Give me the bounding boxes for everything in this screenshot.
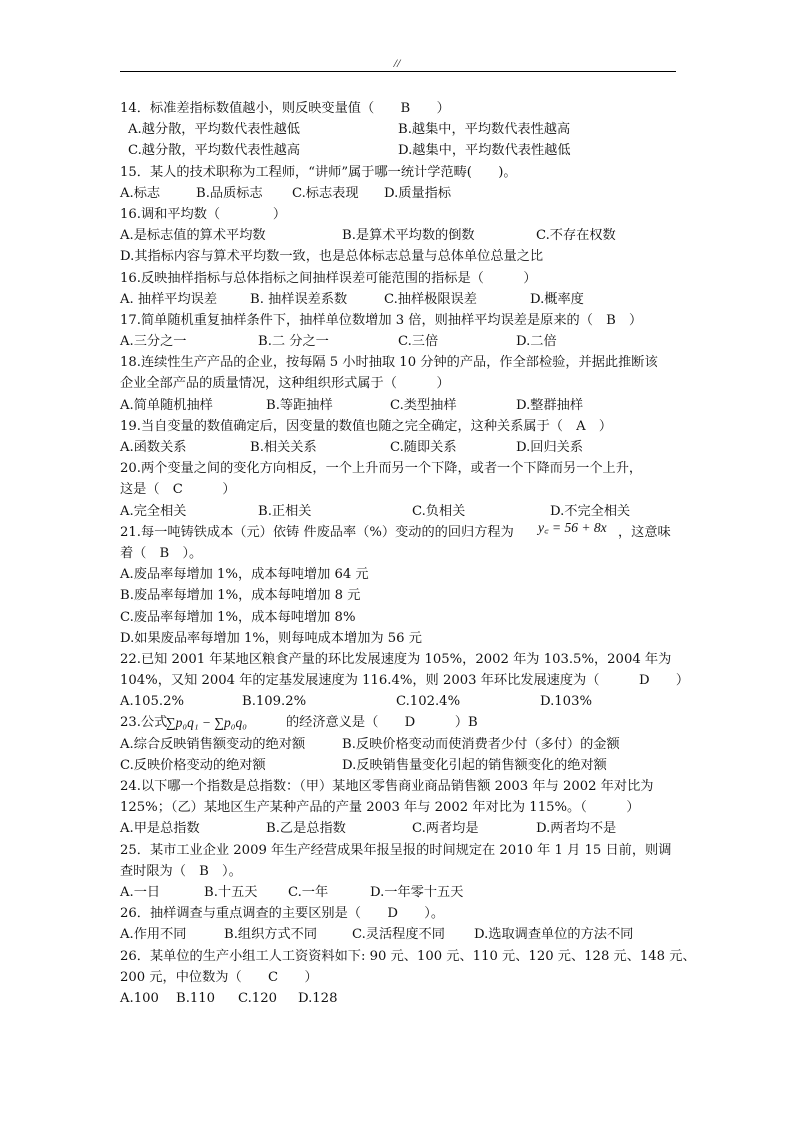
question-stem: 21.每一吨铸铁成本（元）依铸 件废品率（%）变动的的回归方程为 y꜀ = 56 + 8x ，这意味 (120, 522, 680, 543)
option-row (120, 225, 680, 246)
option: B.废品率每增加 1%，成本每吨增加 8 元 (120, 588, 361, 604)
option: A.废品率每增加 1%，成本每吨增加 64 元 (120, 567, 369, 583)
question-stem: 104%，又知 2004 年的定基发展速度为 116.4%，则 2003 年环比发展速度为（ D ） (120, 673, 690, 689)
option: A.完全相关 (120, 503, 187, 519)
option: D.128 (298, 990, 338, 1006)
option: D.反映销售量变化引起的销售额变化的绝对额 (342, 757, 607, 773)
question-stem: 企业全部产品的质量情况，这种组织形式属于（ ） (120, 376, 450, 392)
option: B.越集中，平均数代表性越高 (398, 122, 571, 138)
option-row (120, 924, 680, 945)
question-stem: 16.反映抽样指标与总体指标之间抽样误差可能范围的指标是（ ） (120, 270, 537, 286)
option-row (120, 119, 680, 140)
option: C.三倍 (398, 334, 439, 350)
option: D.越集中，平均数代表性越低 (398, 143, 571, 159)
option: D.一年零十五天 (370, 884, 464, 900)
option: A.标志 (120, 185, 161, 201)
question-stem: 14．标准差指标数值越小，则反映变量值（ B ） (120, 101, 450, 116)
option: B.乙是总指数 (266, 821, 346, 837)
option: B.正相关 (258, 503, 312, 519)
question-stem: 20.两个变量之间的变化方向相反，一个上升而另一个下降，或者一个下降而另一个上升， (120, 461, 643, 477)
option: A.综合反映销售额变动的绝对额 (120, 736, 306, 752)
option: C.两者均是 (412, 821, 479, 837)
option: C.反映价格变动的绝对额 (120, 757, 266, 773)
option: A.越分散，平均数代表性越低 (128, 122, 300, 138)
option: C.越分散，平均数代表性越高 (128, 143, 301, 159)
question-stem: 23.公式 ∑p₀q₁ − ∑p₀q₀ 的经济意义是（ D ）B (120, 712, 680, 733)
option-row (120, 628, 680, 649)
question-stem: 25．某市工业企业 2009 年生产经营成果年报呈报的时间规定在 2010 年 1 月 15 日前，则调 (120, 842, 672, 858)
option: B.十五天 (204, 884, 258, 900)
option: A.105.2% (120, 694, 184, 710)
option-row (120, 607, 680, 628)
header-rule (120, 71, 676, 72)
question-stem: 22.已知 2001 年某地区粮食产量的环比发展速度为 105%，2002 年为 103.5%，2004 年为 (120, 651, 672, 667)
option: C.一年 (288, 884, 329, 900)
option: C.负相关 (412, 503, 466, 519)
question-stem: 16.调和平均数（ ） (120, 206, 287, 222)
question-stem: 这是（ C ） (120, 482, 236, 498)
option: D.其指标内容与算术平均数一致，也是总体标志总量与总体单位总量之比 (120, 249, 544, 265)
question-stem: 17.简单随机重复抽样条件下，抽样单位数增加 3 倍，则抽样平均误差是原来的（ B ） (120, 312, 643, 328)
option: D.质量指标 (384, 185, 452, 201)
option-row (120, 437, 680, 458)
option: C.类型抽样 (390, 397, 457, 413)
option: C.120 (238, 990, 277, 1006)
option-row (120, 183, 680, 204)
option-row (120, 734, 680, 755)
question-stem: 24.以下哪一个指数是总指数：（甲）某地区零售商业商品销售额 2003 年与 2002 年对比为 (120, 779, 654, 794)
option: A.一日 (120, 884, 161, 900)
question-stem: 15．某人的技术职称为工程师，“讲师”属于哪一统计学范畴( )。 (120, 164, 517, 180)
option: D.不完全相关 (550, 503, 631, 519)
option: C.灵活程度不同 (352, 927, 445, 943)
option-row (120, 818, 680, 839)
option-row (120, 691, 680, 712)
option: A.作用不同 (120, 927, 187, 943)
question-stem: 着（ B ）。 (120, 545, 203, 561)
option-row (120, 289, 680, 310)
question-stem: 26．抽样调查与重点调查的主要区别是（ D ）。 (120, 906, 445, 922)
index-formula: ∑p₀q₁ − ∑p₀q₀ (166, 715, 247, 731)
option: B.反映价格变动而使消费者少付（多付）的金额 (342, 736, 620, 752)
option: A.函数关系 (120, 440, 187, 455)
option-row (120, 246, 680, 267)
option: C.标志表现 (292, 185, 359, 201)
option: C.不存在权数 (536, 228, 616, 244)
question-list (120, 98, 696, 1009)
option: C.抽样极限误差 (384, 291, 477, 307)
option-row (120, 331, 680, 352)
option: C.废品率每增加 1%，成本每吨增加 8% (120, 609, 356, 625)
option: A.是标志值的算术平均数 (120, 228, 266, 244)
option-row (120, 755, 680, 776)
option: B.109.2% (242, 694, 307, 710)
option: D.103% (540, 694, 592, 710)
option-row (120, 140, 680, 161)
option: B.等距抽样 (266, 397, 333, 413)
question-stem: 26．某单位的生产小组工人工资资料如下: 90 元、100 元、110 元、120 元、128 元、148 元、 (120, 948, 696, 964)
option: A.100 (120, 990, 159, 1006)
option: B.组织方式不同 (224, 927, 318, 943)
option: B. 抽样误差系数 (250, 291, 348, 307)
question-stem: 查时限为（ B ）。 (120, 863, 242, 879)
option: A.简单随机抽样 (120, 397, 213, 413)
regression-formula: y꜀ = 56 + 8x (538, 519, 607, 535)
option: A.甲是总指数 (120, 821, 200, 837)
option: D.概率度 (530, 291, 584, 307)
option: B.是算术平均数的倒数 (342, 228, 475, 244)
header-mark: // (393, 56, 401, 70)
option: C.随即关系 (390, 440, 457, 455)
option-row (120, 564, 680, 585)
question-stem: 19.当自变量的数值确定后，因变量的数值也随之完全确定，这种关系属于（ A ） (120, 418, 613, 434)
question-stem: 125%；（乙）某地区生产某种产品的产量 2003 年与 2002 年对比为 115%。（ ） (120, 800, 640, 816)
option-row (120, 585, 680, 606)
option: D.如果废品率每增加 1%，则每吨成本增加为 56 元 (120, 630, 422, 646)
option: B.110 (176, 990, 216, 1006)
option-row (120, 882, 680, 903)
option: D.整群抽样 (516, 397, 584, 413)
option: B.品质标志 (196, 185, 263, 201)
question-stem: 200 元，中位数为（ C ） (120, 969, 318, 985)
option: B.相关关系 (250, 440, 317, 455)
option: D.回归关系 (516, 440, 584, 455)
option-row (120, 988, 680, 1009)
option: A. 抽样平均误差 (120, 291, 218, 307)
option: D.二倍 (516, 334, 557, 350)
option: C.102.4% (396, 694, 461, 710)
option: D.两者均不是 (536, 821, 617, 837)
option: A.三分之一 (120, 334, 187, 350)
option: B.二 分之一 (258, 334, 329, 350)
option-row (120, 395, 680, 416)
option: D.选取调查单位的方法不同 (474, 927, 634, 943)
question-stem: 18.连续性生产产品的企业，按每隔 5 小时抽取 10 分钟的产品，作全部检验，并据此推断该 (120, 355, 658, 371)
